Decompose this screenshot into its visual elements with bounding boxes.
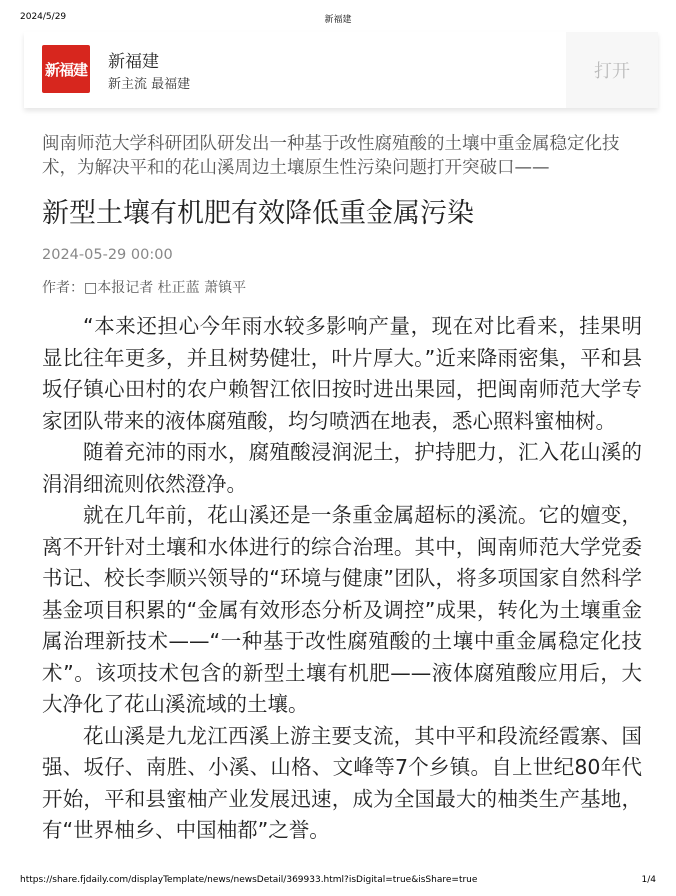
print-url: https://share.fjdaily.com/displayTemplate/news/newsDetail/369933.html?isDigital=true&isShare=true (20, 875, 478, 885)
paragraph: 随着充沛的雨水，腐殖酸浸润泥土，护持肥力，汇入花山溪的涓涓细流则依然澄净。 (42, 440, 642, 496)
print-footer (20, 875, 656, 887)
page-number: 1/4 (641, 875, 656, 885)
paragraph: 就在几年前，花山溪还是一条重金属超标的溪流。它的嬗变，离不开针对土壤和水体进行的综合治理。其中，闽南师范大学党委书记、校长李顺兴领导的“环境与健康”团队，将多项国家自然科学基金项目积累的“金属有效形态分析及调控”成果，转化为土壤重金属治理新技术——“一种基于改性腐殖酸的土壤中重金属稳定化技术”。该项技术包含的新型土壤有机肥——液体腐殖酸应用后，大大净化了花山溪流域的土壤。 (42, 503, 642, 716)
print-date: 2024/5/29 (20, 12, 67, 22)
article-title: 新型土壤有机肥有效降低重金属污染 (42, 198, 474, 229)
app-bar (24, 32, 658, 108)
brand-slogan: 新主流 最福建 (108, 77, 191, 92)
article-date: 2024-05-29 00:00 (42, 247, 173, 263)
article-subtitle: 闽南师范大学科研团队研发出一种基于改性腐殖酸的土壤中重金属稳定化技术，为解决平和的花山溪周边土壤原生性污染问题打开突破口—— (42, 134, 620, 178)
app-logo[interactable] (42, 45, 90, 93)
paragraph: 花山溪是九龙江西溪上游主要支流，其中平和段流经霞寨、国强、坂仔、南胜、小溪、山格、文峰等7个乡镇。自上世纪80年代开始，平和县蜜柚产业发展迅速，成为全国最大的柚类生产基地，有“世界柚乡、中国柚都”之誉。 (42, 723, 642, 842)
brand-name: 新福建 (108, 52, 159, 72)
print-header (20, 12, 656, 26)
open-app-label: 打开 (594, 61, 630, 82)
open-app-button[interactable] (566, 32, 658, 108)
article-body (42, 311, 642, 847)
article-author: 作者：□本报记者 杜正蓝 萧镇平 (42, 280, 247, 296)
paragraph: “本来还担心今年雨水较多影响产量，现在对比看来，挂果明显比往年更多，并且树势健壮，叶片厚大。”近来降雨密集，平和县坂仔镇心田村的农户赖智江依旧按时进出果园，把闽南师范大学专家团队带来的液体腐殖酸，均匀喷洒在地表，悉心照料蜜柚树。 (42, 314, 642, 433)
logo-text: 新福建 (44, 60, 87, 79)
print-title: 新福建 (324, 15, 352, 25)
